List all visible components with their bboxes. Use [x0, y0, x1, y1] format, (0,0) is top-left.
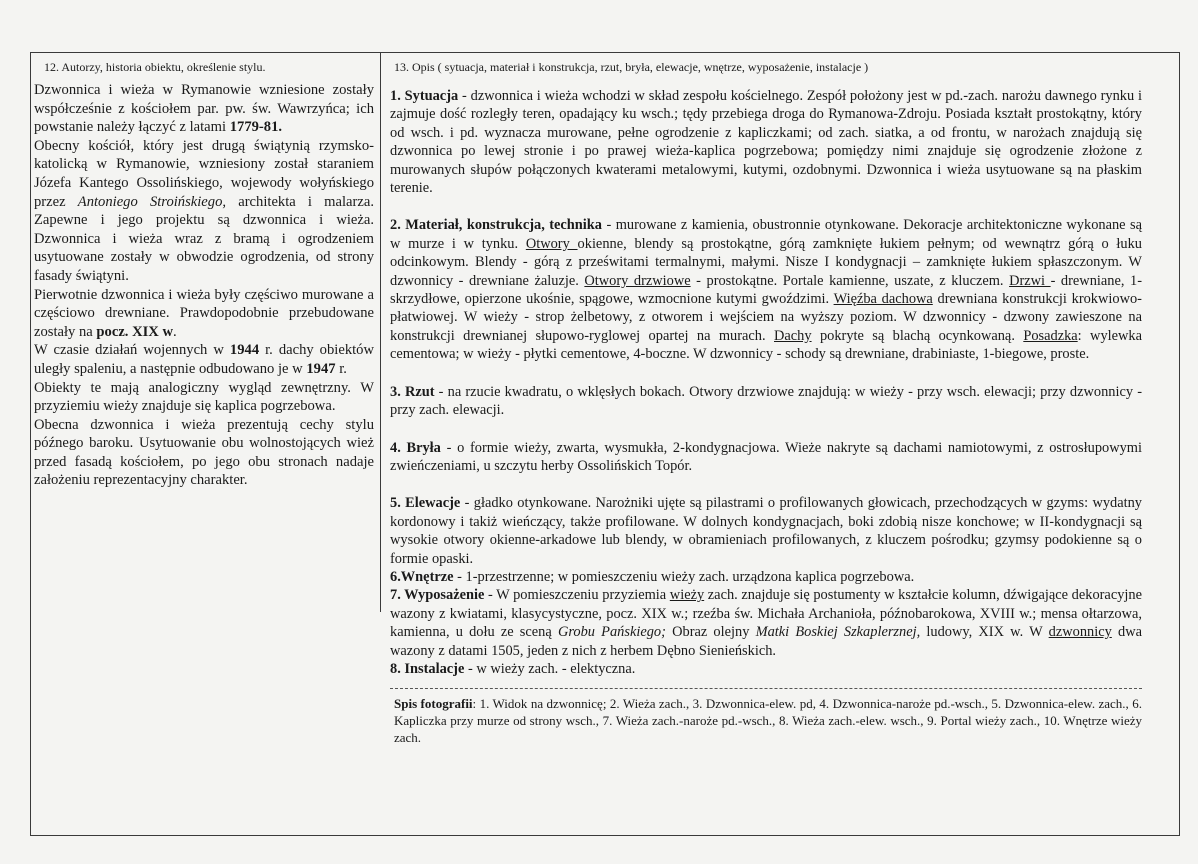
history-paragraph: W czasie działań wojennych w 1944 r. dachy obiektów uległy spaleniu, a następnie odbudowano je w 1947 r. — [34, 342, 375, 377]
section-rzut: 3. Rzut - na rzucie kwadratu, o wklęsłych bokach. Otwory drzwiowe znajdują: w wieży - przy wsch. elewacji; przy dzwonnicy - przy zach. elewacji. — [390, 383, 1142, 419]
section-bryla: 4. Bryła - o formie wieży, zwarta, wysmukła, 2-kondygnacjowa. Wieże nakryte są dachami namiotowymi, z ostrosłupowymi zwieńczeniami, u szczytu herby Ossolińskich Topór. — [390, 439, 1142, 474]
section-sytuacja: 1. Sytuacja - dzwonnica i wieża wchodzi w skład zespołu kościelnego. Zespół położony jest w pd.-zach. narożu dawnego rynku i zajmuje dość rozległy teren, opadający ku wsch.; tędy przebiega droga do Rymanowa-Zdroju. Posiada kształt prostokątny, który od wsch. i pd. wyznacza murowane, pełne ogrodzenie z kapliczkami; od zach. siatka, a od frontu, w narożach znajdują się dzwonnica po lewej stronie i po prawej wieża-kaplica pogrzebowa; pomiędzy nimi znajduje się ogrodzenie złożone z murowanych słupów połączonych kwaterami metalowymi, kutymi, ozdobnymi. Dzwonnica i wieża usytuowane są na płaskim terenie. — [390, 88, 1142, 197]
section-wyposazenie: 7. Wyposażenie - W pomieszczeniu przyziemia wieży zach. znajduje się postumenty w kształcie kolumn, dźwigające dekoracyjne wazony z kwiatami, klasycystyczne, pocz. XIX w.; rzeźba św. Michała Archanioła, późnobarokowa, XVIII w.; mensa ołtarzowa, kamienna, u dołu ze sceną Grobu Pańskiego; Obraz olejny Matki Boskiej Szkaplerznej, ludowy, XIX w. W dzwonnicy dwa wazony z datami 1505, jeden z nich z herbem Dębno Sienieńskich. — [390, 587, 1142, 659]
history-paragraph: Obiekty te mają analogiczny wygląd zewnętrzny. W przyziemiu wieży znajduje się kaplica pogrzebowa. — [34, 379, 374, 415]
section-material: 2. Materiał, konstrukcja, technika - murowane z kamienia, obustronnie otynkowane. Dekoracje architektoniczne wykonane są w murze i w tynku. Otwory okienne, blendy są prostokątne, górą zamknięte łukiem pełnym; od wewnątrz górą o łuku odcinkowym. Blendy - górą z prześwitami termalnymi, małymi. Nisze I kondygnacji – zamknięte łukiem spłaszczonym. W dzwonnicy - drewniane żaluzje. Otwory drzwiowe - prostokątne. Portale kamienne, uszate, z kluczem. Drzwi - drewniane, 1-skrzydłowe, opierzone ukośnie, spągowe, wzmocnione kutymi gwoździmi. Więźba dachowa drewniana konstrukcji krokwiowo-płatwiowej. W wieży - strop żelbetowy, z otworem i wejściem na wyższy poziom. W dzwonnicy - dzwony zawieszone na konstrukcji drewnianej słupowo-ryglowej opartej na murach. Dachy pokryte są blachą ocynkowaną. Posadzka: wylewka cementowa; w wieży - płytki cementowe, 4-boczne. W dzwonnicy - schody są drewniane, drabiniaste, 1-biegowe, proste. — [390, 217, 1143, 363]
description-header: 13. Opis ( sytuacja, materiał i konstrukcja, rzut, bryła, elewacje, wnętrze, wyposażenie, instalacje ) — [394, 60, 869, 74]
history-paragraph: Pierwotnie dzwonnica i wieża były częściwo murowane a częściowo drewniane. Prawdopodobnie przebudowane zostały na pocz. XIX w. — [34, 286, 374, 340]
section-instalacje: 8. Instalacje - w wieży zach. - elektyczna. — [390, 660, 636, 677]
column-divider — [380, 52, 381, 612]
history-column — [34, 60, 374, 490]
photo-list: Spis fotografii: 1. Widok na dzwonnicę; 2. Wieża zach., 3. Dzwonnica-elew. pd, 4. Dzwonnica-naroże pd.-wsch., 5. Dzwonnica-elew. zach., 6. Kapliczka przy murze od strony wsch., 7. Wieża zach.-naroże pd.-wsch., 8. Wieża zach.-elew. wsch., 9. Portal wieży zach., 10. Wnętrze wieży zach. — [394, 696, 1142, 746]
section-elewacje: 5. Elewacje - gładko otynkowane. Narożniki ujęte są pilastrami o profilowanych głowicach, przechodzących w gzyms: wydatny kordonowy i takiż wieńczący, także profilowane. W dolnych kondygnacjach, boki zdobią nisze konchowe; w II-kondygnacji są wysokie otwory okienne-arkadowe lub blendy, w obramieniach profilowanych, z kluczem pośrodku; gzymsy podokienne są o formie opaski. — [390, 495, 1142, 567]
history-paragraph: Dzwonnica i wieża w Rymanowie wzniesione zostały współcześnie z kościołem par. pw. św. Wawrzyńca; ich powstanie należy łączyć z latami 1779-81. — [34, 82, 374, 136]
description-column — [390, 60, 1142, 746]
history-header: 12. Autorzy, historia obiektu, określenie stylu. — [44, 60, 266, 74]
history-paragraph: Obecna dzwonnica i wieża prezentują cechy stylu późnego baroku. Usytuowanie obu wolnostojących wież przed fasadą kościołem, po jego obu stronach nadaje założeniu reprezentacyjny charakter. — [34, 416, 374, 489]
history-paragraph: Obecny kościół, który jest drugą świątynią rzymsko-katolicką w Rymanowie, wzniesiony został staraniem Józefa Kantego Ossolińskiego, wojewody wołyńskiego przez Antoniego Stroińskiego, architekta i malarza. Zapewne i jego projektu są dzwonnica i wieża. Dzwonnica i wieża wraz z bramą i ogrodzeniem usytuowane zostały w obwodzie ogrodzenia, od strony fasady świątyni. — [34, 137, 374, 284]
section-wnetrze: 6.Wnętrze - 1-przestrzenne; w pomieszczeniu wieży zach. urządzona kaplica pogrzebowa. — [390, 568, 915, 585]
dashed-separator — [390, 688, 1142, 689]
